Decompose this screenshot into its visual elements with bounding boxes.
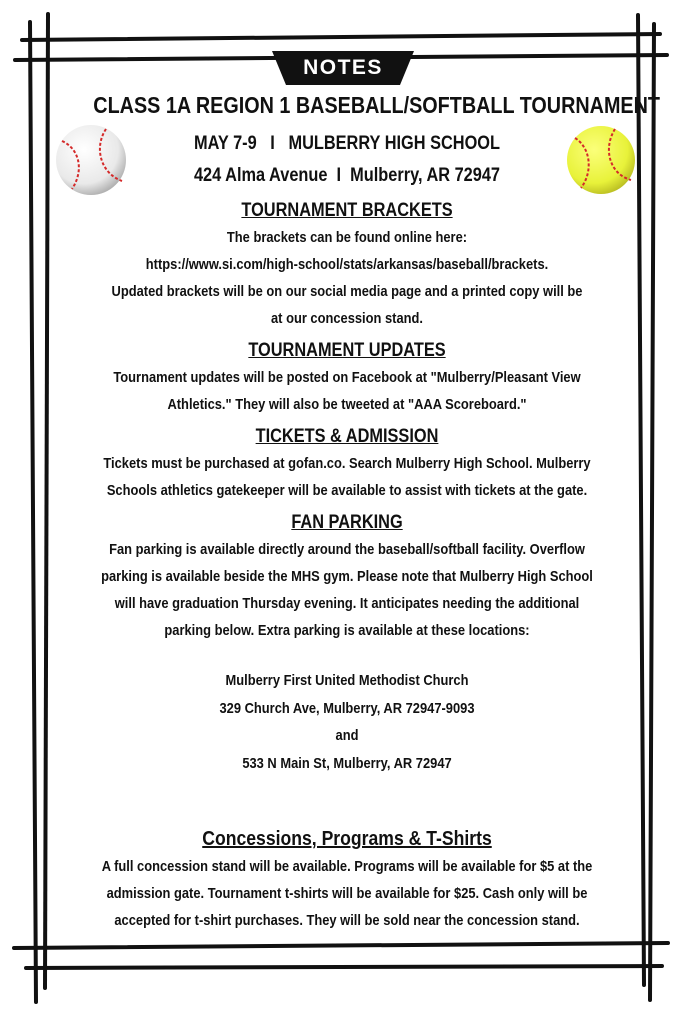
text-line: Updated brackets will be on our social media page and a printed copy will be	[111, 283, 583, 300]
text-line: A full concession stand will be available. Programs will be available for $5 at the	[101, 858, 593, 875]
updates-text	[50, 364, 643, 418]
text-line: parking is available beside the MHS gym. Please note that Mulberry High School	[101, 568, 593, 585]
concessions-text	[50, 853, 643, 934]
text-line: accepted for t-shirt purchases. They will be sold near the concession stand.	[114, 912, 580, 929]
updates-heading: TOURNAMENT UPDATES	[248, 340, 446, 361]
tickets-text	[50, 450, 643, 504]
text-line: parking below. Extra parking is available at these locations:	[164, 622, 530, 639]
address-line: 424 Alma Avenue I Mulberry, AR 72947	[193, 165, 501, 186]
text-line: Fan parking is available directly around the baseball/softball facility. Overflow	[109, 541, 585, 558]
brackets-text	[50, 224, 643, 332]
location-line: 329 Church Ave, Mulberry, AR 72947-9093	[219, 699, 475, 717]
location-line: 533 N Main St, Mulberry, AR 72947	[242, 754, 452, 772]
text-line: will have graduation Thursday evening. It anticipates needing the additional	[114, 595, 580, 612]
text-line: Schools athletics gatekeeper will be available to assist with tickets at the gate.	[106, 482, 588, 499]
text-line: admission gate. Tournament t-shirts will be available for $25. Cash only will be	[106, 885, 588, 902]
parking-locations	[50, 667, 643, 777]
location-line: Mulberry First United Methodist Church	[225, 672, 469, 689]
text-line: Athletics." They will also be tweeted at "AAA Scoreboard."	[167, 396, 527, 413]
text-line: The brackets can be found online here:	[226, 229, 468, 246]
location-line: and	[335, 727, 359, 744]
brackets-url: https://www.si.com/high-school/stats/arkansas/baseball/brackets.	[145, 256, 549, 273]
parking-heading: FAN PARKING	[291, 512, 403, 533]
flyer-content	[52, 88, 660, 934]
brackets-heading: TOURNAMENT BRACKETS	[241, 200, 453, 221]
text-line: Tickets must be purchased at gofan.co. Search Mulberry High School. Mulberry	[103, 455, 591, 472]
notes-badge-label: NOTES	[303, 56, 383, 79]
tournament-title: CLASS 1A REGION 1 BASEBALL/SOFTBALL TOURNAMENT	[93, 92, 660, 118]
parking-text	[50, 536, 643, 777]
text-line: at our concession stand.	[271, 310, 423, 327]
tickets-heading: TICKETS & ADMISSION	[255, 426, 439, 447]
concessions-heading: Concessions, Programs & T-Shirts	[202, 828, 492, 850]
text-line: Tournament updates will be posted on Facebook at "Mulberry/Pleasant View	[113, 369, 581, 386]
dates-location-line: MAY 7-9 I MULBERRY HIGH SCHOOL	[194, 133, 500, 154]
